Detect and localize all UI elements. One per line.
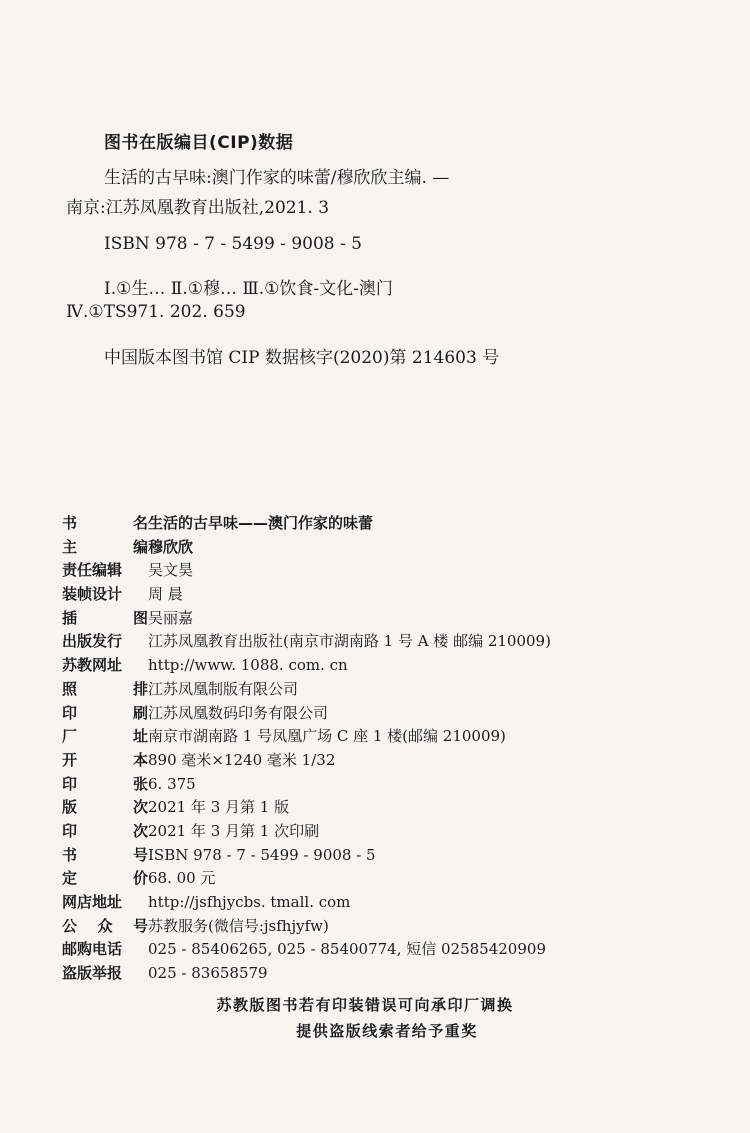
colophon-row xyxy=(62,536,702,560)
colophon-label: 出版发行 xyxy=(62,632,123,651)
colophon-value-wechat: 苏教服务(微信号:jsfhjyfw) xyxy=(148,916,329,935)
colophon-row xyxy=(62,583,702,607)
colophon-value-phone: 025 - 85406265, 025 - 85400774, 短信 02585420909 xyxy=(148,940,546,959)
colophon-value-editor: 穆欣欣 xyxy=(148,537,194,556)
cip-line-1: 生活的古早味:澳门作家的味蕾/穆欣欣主编. — xyxy=(104,168,450,188)
colophon-row xyxy=(62,630,702,654)
colophon-label: 印 张 xyxy=(62,774,148,793)
colophon-value-report: 025 - 83658579 xyxy=(148,964,268,983)
colophon-label: 厂 址 xyxy=(62,727,148,746)
colophon-label: 定 价 xyxy=(62,869,148,888)
colophon-label: 印 刷 xyxy=(62,703,148,722)
notice-line-1: 苏教版图书若有印装错误可向承印厂调换 xyxy=(216,996,514,1014)
colophon-value: 南京市湖南路 1 号凤凰广场 C 座 1 楼(邮编 210009) xyxy=(148,727,506,746)
colophon-value: 2021 年 3 月第 1 次印刷 xyxy=(148,821,320,840)
colophon-value: 江苏凤凰数码印务有限公司 xyxy=(148,703,329,722)
colophon-label: 插 图 xyxy=(62,608,148,627)
colophon-label: 盗版举报 xyxy=(62,964,123,983)
colophon-row xyxy=(62,938,702,962)
colophon-value-title: 生活的古早味——澳门作家的味蕾 xyxy=(148,514,374,532)
colophon-label: 公 众 号 xyxy=(62,916,148,935)
cip-title: 图书在版编目(CIP)数据 xyxy=(104,133,294,153)
colophon-row xyxy=(62,796,702,820)
cip-classification-2: Ⅳ.①TS971. 202. 659 xyxy=(66,302,246,322)
colophon-row xyxy=(62,559,702,583)
colophon-row xyxy=(62,512,702,536)
notice-line-2: 提供盗版线索者给予重奖 xyxy=(296,1022,478,1040)
colophon-value: 吴丽嘉 xyxy=(148,608,194,627)
cip-classification-1: Ⅰ.①生… Ⅱ.①穆… Ⅲ.①饮食-文化-澳门 xyxy=(104,279,393,299)
colophon-value: 2021 年 3 月第 1 版 xyxy=(148,798,290,817)
colophon-label: 开 本 xyxy=(62,750,148,769)
colophon-row xyxy=(62,844,702,868)
colophon-label: 照 排 xyxy=(62,679,148,698)
colophon-table xyxy=(62,512,702,986)
colophon-row xyxy=(62,820,702,844)
colophon-value: 6. 375 xyxy=(148,774,196,793)
colophon-label: 书 名 xyxy=(62,514,148,532)
colophon-value-website: http://www. 1088. com. cn xyxy=(148,656,348,675)
cip-record-number: 中国版本图书馆 CIP 数据核字(2020)第 214603 号 xyxy=(104,348,500,368)
colophon-label: 邮购电话 xyxy=(62,940,123,959)
colophon-value: 周 晨 xyxy=(148,585,183,604)
colophon-row xyxy=(62,773,702,797)
colophon-row xyxy=(62,678,702,702)
colophon-row xyxy=(62,749,702,773)
colophon-row xyxy=(62,891,702,915)
colophon-value-shop-url: http://jsfhjycbs. tmall. com xyxy=(148,893,351,911)
colophon-label: 苏教网址 xyxy=(62,656,123,675)
colophon-label: 责任编辑 xyxy=(62,561,123,580)
colophon-row xyxy=(62,867,702,891)
colophon-row xyxy=(62,702,702,726)
colophon-label: 版 次 xyxy=(62,798,148,817)
colophon-value: 890 毫米×1240 毫米 1/32 xyxy=(148,750,336,769)
colophon-label: 网店地址 xyxy=(62,893,123,911)
colophon-row xyxy=(62,725,702,749)
cip-line-2: 南京:江苏凤凰教育出版社,2021. 3 xyxy=(66,198,330,218)
colophon-label: 主 编 xyxy=(62,537,148,556)
colophon-value: 吴文昊 xyxy=(148,561,194,580)
colophon-label: 印 次 xyxy=(62,821,148,840)
cip-isbn: ISBN 978 - 7 - 5499 - 9008 - 5 xyxy=(104,234,362,254)
colophon-value-isbn: ISBN 978 - 7 - 5499 - 9008 - 5 xyxy=(148,845,376,864)
colophon-row xyxy=(62,654,702,678)
colophon-value-price: 68. 00 元 xyxy=(148,869,216,888)
colophon-value: 江苏凤凰制版有限公司 xyxy=(148,679,299,698)
colophon-value: 江苏凤凰教育出版社(南京市湖南路 1 号 A 楼 邮编 210009) xyxy=(148,632,551,651)
colophon-row xyxy=(62,962,702,986)
colophon-label: 装帧设计 xyxy=(62,585,123,604)
colophon-row xyxy=(62,915,702,939)
colophon-label: 书 号 xyxy=(62,845,148,864)
colophon-row xyxy=(62,607,702,631)
